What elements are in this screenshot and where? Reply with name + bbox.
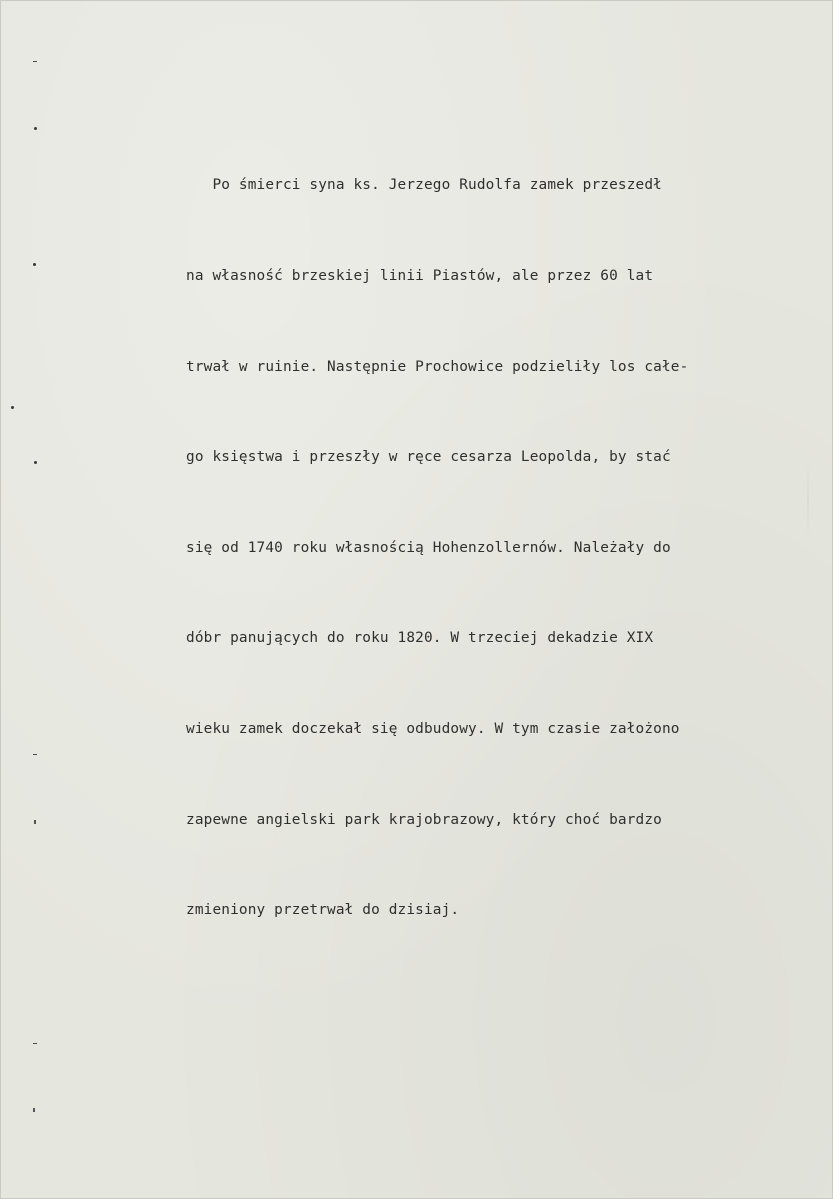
margin-mark <box>34 461 37 464</box>
margin-mark <box>33 1108 35 1112</box>
paragraph-line-6: dóbr panujących do roku 1820. W trzeciej dekadzie XIX <box>186 630 654 647</box>
paragraph-line-8: zapewne angielski park krajobrazowy, który choć bardzo <box>186 811 662 828</box>
margin-mark <box>33 1043 37 1044</box>
paragraph-line-4: go księstwa i przeszły w ręce cesarza Leopolda, by stać <box>186 449 671 466</box>
margin-mark <box>11 406 14 409</box>
margin-mark <box>33 61 37 62</box>
typewritten-paragraph <box>186 110 806 986</box>
paragraph-line-3: trwał w ruinie. Następnie Prochowice podzieliły los całe- <box>186 358 689 375</box>
paragraph-line-5: się od 1740 roku własnością Hohenzollernów. Należały do <box>186 539 671 556</box>
margin-mark <box>33 754 37 755</box>
paragraph-line-9: zmieniony przetrwał do dzisiaj. <box>186 902 460 919</box>
margin-mark <box>34 127 37 130</box>
margin-mark <box>33 263 36 266</box>
scan-artifact <box>807 460 809 540</box>
margin-mark <box>34 820 36 824</box>
paragraph-line-2: na własność brzeskiej linii Piastów, ale przez 60 lat <box>186 268 654 284</box>
paragraph-line-7: wieku zamek doczekał się odbudowy. W tym czasie założono <box>186 720 680 737</box>
paragraph-line-1: Po śmierci syna ks. Jerzego Rudolfa zamek przeszedł <box>186 177 662 194</box>
